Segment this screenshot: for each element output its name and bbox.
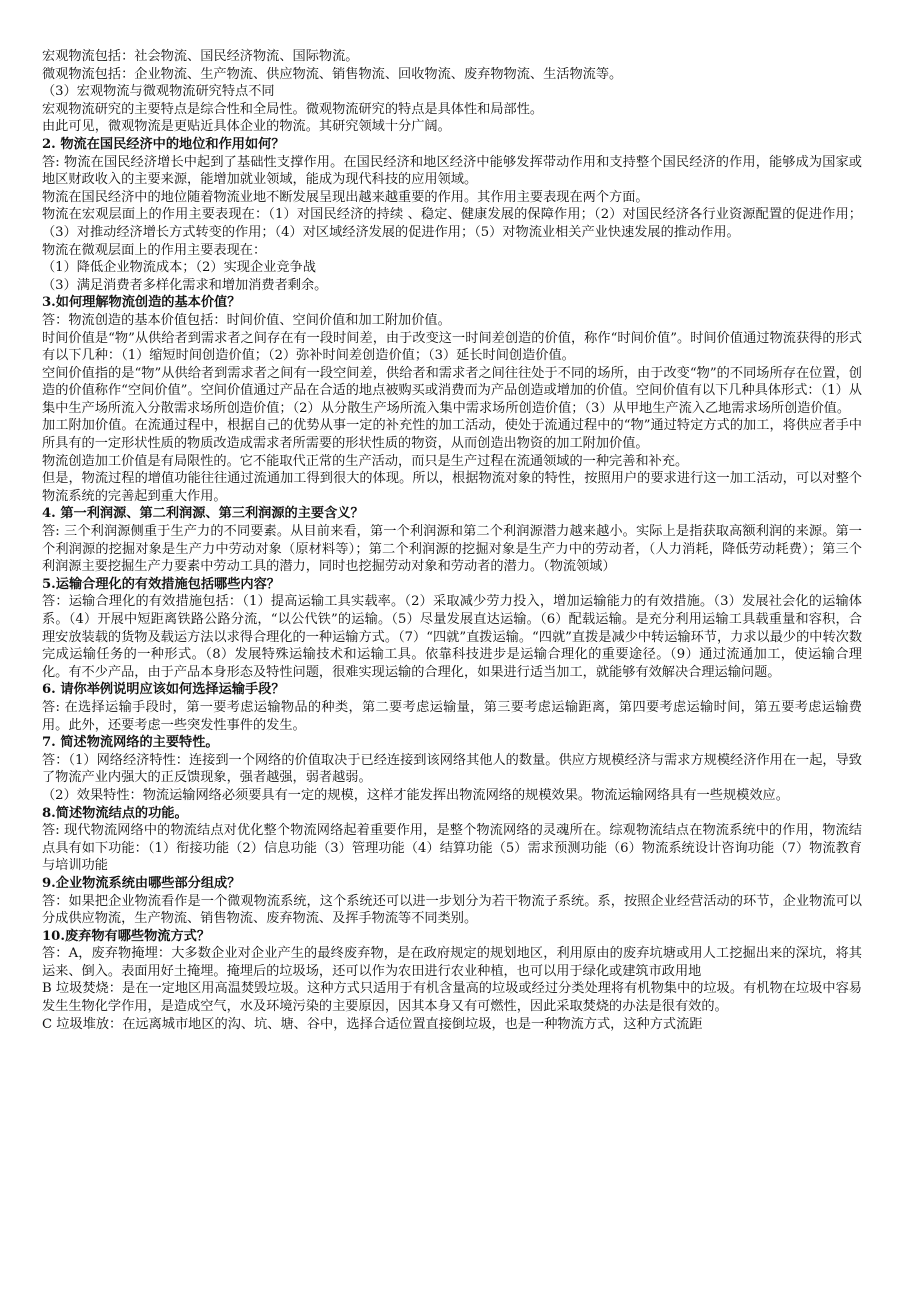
document-page bbox=[42, 48, 862, 1033]
body-paragraph: 空间价值指的是“物”从供给者到需求者之间有一段空间差，供给者和需求者之间往往处于不同的场所，由于改变“物”的不同场所存在位置，创造的价值称作“空间价值”。空间价值通过产品在合适的地点被购买或消费而为产品创造或增加的价值。空间价值有以下几种具体形式：（1）从集中生产场所流入分散需求场所创造价值；（2）从分散生产场所流入集中需求场所创造价值；（3）从甲地生产流入乙地需求场所创造价值。 bbox=[42, 365, 862, 416]
section-heading: 5.运输合理化的有效措施包括哪些内容？ bbox=[42, 576, 280, 592]
body-paragraph: 时间价值是“物”从供给者到需求者之间存在有一段时间差，由于改变这一时间差创造的价值，称作“时间价值”。时间价值通过物流获得的形式有以下几种：（1）缩短时间创造价值；（2）弥补时间差创造价值；（3）延长时间创造价值。 bbox=[42, 330, 862, 364]
body-paragraph: 答: 现代物流网络中的物流结点对优化整个物流网络起着重要作用，是整个物流网络的灵魂所在。综观物流结点在物流系统中的作用，物流结点具有如下功能：（1）衔接功能（2）信息功能（3）管理功能（4）结算功能（5）需求预测功能（6）物流系统设计咨询功能（7）物流教育与培训功能 bbox=[42, 823, 862, 874]
body-paragraph: 答：运输合理化的有效措施包括：（1）提高运输工具实载率。（2）采取减少劳力投入，增加运输能力的有效措施。（3）发展社会化的运输体系。（4）开展中短距离铁路公路分流，“以公代铁”的运输。（5）尽量发展直达运输。（6）配载运输。是充分利用运输工具载重量和容积，合理安放装载的货物及载运方法以求得合理化的一种运输方式。（7）“四就”直拨运输。“四就”直拨是减少中转运输环节，力求以最少的中转次数完成运输任务的一种形式。（8）发展特殊运输技术和运输工具。依靠科技进步是运输合理化的重要途径。（9）通过流通加工，使运输合理化。有不少产品，由于产品本身形态及特性问题，很难实现运输的合理化，如果进行适当加工，就能够有效解决合理运输问题。 bbox=[42, 594, 863, 680]
body-paragraph: 答：如果把企业物流看作是一个微观物流系统，这个系统还可以进一步划分为若干物流子系统。系，按照企业经营活动的环节，企业物流可以分成供应物流，生产物流、销售物流、废弃物流、及挥手物流等不同类别。 bbox=[42, 893, 862, 927]
section-heading: 2. 物流在国民经济中的地位和作用如何？ bbox=[42, 136, 285, 152]
section-heading: 4. 第一利润源、第二利润源、第三利润源的主要含义？ bbox=[42, 506, 364, 522]
body-paragraph: （2）效果特性：物流运输网络必须要具有一定的规模，这样才能发挥出物流网络的规模效果。物流运输网络具有一些规模效应。 bbox=[42, 787, 789, 803]
section-heading: 6. 请你举例说明应该如何选择运输手段？ bbox=[42, 682, 285, 698]
body-paragraph: 但是，物流过程的增值功能往往通过流通加工得到很大的体现。所以，根据物流对象的特性，按照用户的要求进行这一加工活动，可以对整个物流系统的完善起到重大作用。 bbox=[42, 471, 862, 504]
body-paragraph: 答：（1）网络经济特性：连接到一个网络的价值取决于已经连接到该网络其他人的数量。供应方规模经济与需求方规模经济作用在一起，导致了物流产业内强大的正反馈现象，强者越强，弱者越弱。 bbox=[42, 752, 862, 786]
body-paragraph: 物流在宏观层面上的作用主要表现在：（1）对国民经济的持续 、稳定、健康发展的保障作用；（2）对国民经济各行业资源配置的促进作用；（3）对推动经济增长方式转变的作用；（4）对区域经济发展的促进作用；（5）对物流业相关产业快速发展的推动作用。 bbox=[42, 207, 862, 240]
section-heading: 10.废弃物有哪些物流方式？ bbox=[42, 928, 211, 944]
body-paragraph: 答：物流创造的基本价值包括：时间价值、空间价值和加工附加价值。 bbox=[42, 312, 451, 328]
body-paragraph: 答：A，废弃物掩埋：大多数企业对企业产生的最终废弃物，是在政府规定的规划地区，利用原由的废弃坑塘或用人工挖掘出来的深坑，将其运来、倒入。表面用好土掩埋。掩埋后的垃圾场，还可以作为农田进行农业种植，也可以用于绿化或建筑市政用地 bbox=[42, 946, 862, 979]
body-paragraph: 由此可见，微观物流是更贴近具体企业的物流。其研究领域十分广阔。 bbox=[42, 119, 451, 135]
body-paragraph: B 垃圾焚烧：是在一定地区用高温焚毁垃圾。这种方式只适用于有机含量高的垃圾或经过分类处理将有机物集中的垃圾。有机物在垃圾中容易发生生物化学作用，是造成空气，水及环境污染的主要原因，因其本身又有可燃性，因此采取焚烧的办法是很有效的。 bbox=[42, 981, 862, 1015]
body-paragraph: （1）降低企业物流成本；（2）实现企业竞争战 bbox=[42, 260, 316, 276]
body-paragraph: 物流创造加工价值是有局限性的。它不能取代正常的生产活动，而只是生产过程在流通领域的一种完善和补充。 bbox=[42, 453, 689, 469]
body-paragraph: C 垃圾堆放：在远离城市地区的沟、坑、塘、谷中，选择合适位置直接倒垃圾，也是一种物流方式，这种方式流距 bbox=[42, 1016, 703, 1032]
body-paragraph: 物流在微观层面上的作用主要表现在： bbox=[42, 242, 267, 258]
body-paragraph: 微观物流包括：企业物流、生产物流、供应物流、销售物流、回收物流、废弃物物流、生活物流等。 bbox=[42, 66, 623, 82]
body-paragraph: 答: 在选择运输手段时，第一要考虑运输物品的种类，第二要考虑运输量，第三要考虑运输距离，第四要考虑运输时间，第五要考虑运输费用。此外，还要考虑一些突发性事件的发生。 bbox=[42, 699, 862, 733]
section-heading: 9.企业物流系统由哪些部分组成？ bbox=[42, 875, 241, 891]
body-paragraph: 宏观物流包括：社会物流、国民经济物流、国际物流。 bbox=[42, 49, 359, 64]
body-paragraph: （3）宏观物流与微观物流研究特点不同 bbox=[42, 84, 275, 100]
body-paragraph: 加工附加价值。在流通过程中，根据自己的优势从事一定的补充性的加工活动，使处于流通过程中的“物”通过特定方式的加工，将供应者手中所具有的一定形状性质的物质改造成需求者所需要的形状性质的物资，从而创造出物资的加工附加价值。 bbox=[42, 418, 862, 452]
body-paragraph: 答: 三个利润源侧重于生产力的不同要素。从目前来看，第一个利润源和第二个利润源潜力越来越小。实际上是指获取高额利润的来源。第一个利润源的挖掘对象是生产力中劳动对象（原材料等）；第二个利润源的挖掘对象是生产力中的劳动者，（人力消耗，降低劳动耗费）；第三个利润源主要挖掘生产力要素中劳动工具的潜力，同时也挖掘劳动对象和劳动者的潜力。（物流领域） bbox=[42, 524, 862, 575]
section-heading: 8.简述物流结点的功能。 bbox=[42, 805, 188, 821]
section-heading: 3.如何理解物流创造的基本价值？ bbox=[42, 295, 241, 311]
section-heading: 7. 简述物流网络的主要特性。 bbox=[42, 735, 219, 751]
body-paragraph: 物流在国民经济中的地位随着物流业地不断发展呈现出越来越重要的作用。其作用主要表现在两个方面。 bbox=[42, 189, 649, 205]
body-paragraph: （3）满足消费者多样化需求和增加消费者剩余。 bbox=[42, 277, 328, 293]
body-paragraph: 答: 物流在国民经济增长中起到了基础性支撑作用。在国民经济和地区经济中能够发挥带动作用和支持整个国民经济的作用，能够成为国家或地区财政收入的主要来源，能增加就业领域，能成为现代科技的应用领域。 bbox=[42, 154, 862, 188]
body-paragraph: 宏观物流研究的主要特点是综合性和全局性。微观物流研究的特点是具体性和局部性。 bbox=[42, 101, 544, 117]
